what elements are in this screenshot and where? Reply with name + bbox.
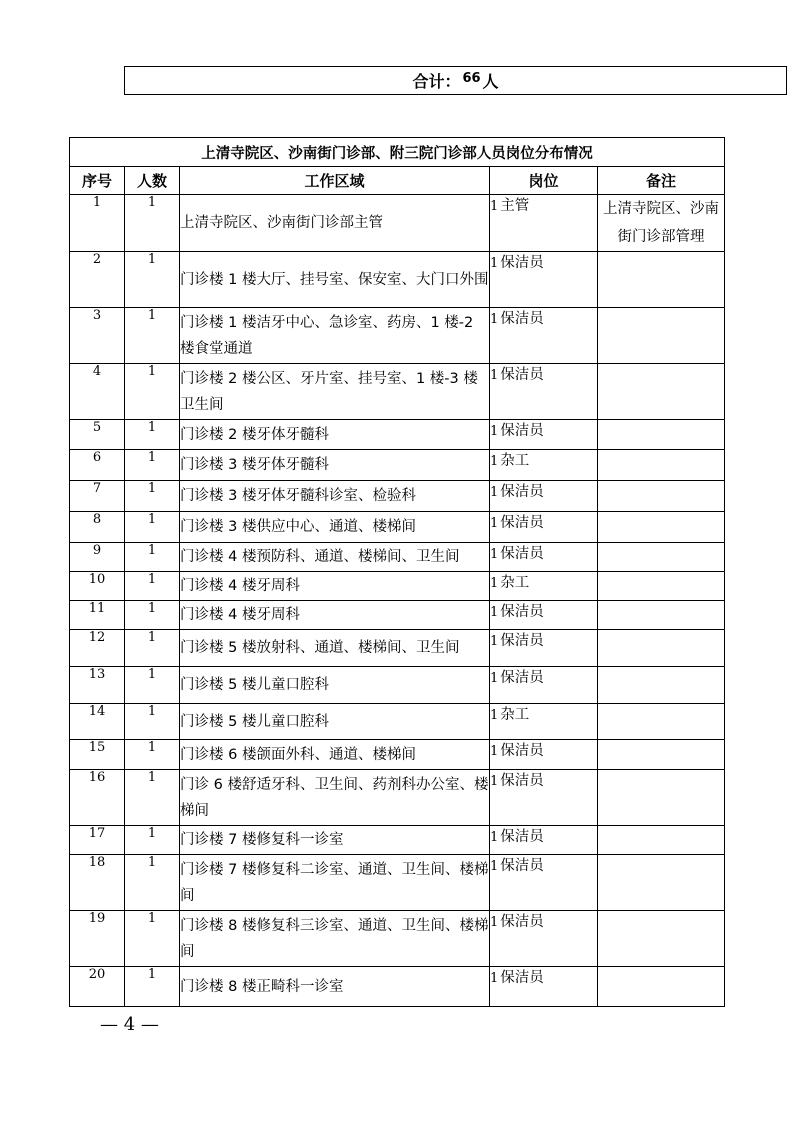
table-row bbox=[70, 770, 725, 826]
row-count: 1 bbox=[125, 195, 180, 252]
row-index: 4 bbox=[70, 364, 125, 420]
table-row bbox=[70, 308, 725, 364]
row-count: 1 bbox=[125, 481, 180, 512]
row-count: 1 bbox=[125, 911, 180, 967]
row-area: 门诊楼 4 楼预防科、通道、楼梯间、卫生间 bbox=[180, 543, 490, 572]
row-post bbox=[490, 195, 598, 252]
row-post-label: 主管 bbox=[500, 198, 530, 214]
table-row bbox=[70, 364, 725, 420]
row-post-label: 杂工 bbox=[500, 575, 530, 591]
row-area: 门诊楼 8 楼修复科三诊室、通道、卫生间、楼梯间 bbox=[180, 911, 490, 967]
row-post bbox=[490, 450, 598, 481]
row-post-count: 1 bbox=[490, 708, 499, 723]
row-count: 1 bbox=[125, 601, 180, 630]
row-post-label: 保洁员 bbox=[500, 255, 544, 271]
row-index: 16 bbox=[70, 770, 125, 826]
row-note bbox=[598, 855, 725, 911]
row-count: 1 bbox=[125, 364, 180, 420]
row-index: 3 bbox=[70, 308, 125, 364]
table-row bbox=[70, 667, 725, 704]
row-post-count: 1 bbox=[490, 774, 499, 789]
row-post bbox=[490, 630, 598, 667]
total-count: 66 bbox=[462, 71, 481, 86]
row-index: 12 bbox=[70, 630, 125, 667]
table-row bbox=[70, 481, 725, 512]
header-index: 序号 bbox=[70, 167, 125, 195]
row-area: 门诊楼 1 楼洁牙中心、急诊室、药房、1 楼-2 楼食堂通道 bbox=[180, 308, 490, 364]
row-post-count: 1 bbox=[490, 516, 499, 531]
row-post-count: 1 bbox=[490, 634, 499, 649]
row-area: 门诊楼 2 楼牙体牙髓科 bbox=[180, 420, 490, 450]
row-post-label: 保洁员 bbox=[500, 484, 544, 500]
row-post-count: 1 bbox=[490, 915, 499, 930]
row-note bbox=[598, 667, 725, 704]
row-note bbox=[598, 826, 725, 855]
row-index: 19 bbox=[70, 911, 125, 967]
row-post bbox=[490, 826, 598, 855]
row-post-label: 保洁员 bbox=[500, 970, 544, 986]
row-note bbox=[598, 420, 725, 450]
row-post-label: 保洁员 bbox=[500, 743, 544, 759]
row-count: 1 bbox=[125, 252, 180, 308]
row-index: 13 bbox=[70, 667, 125, 704]
row-note bbox=[598, 967, 725, 1007]
row-post-count: 1 bbox=[490, 830, 499, 845]
row-post-label: 保洁员 bbox=[500, 423, 544, 439]
row-count: 1 bbox=[125, 308, 180, 364]
row-note bbox=[598, 911, 725, 967]
table-row bbox=[70, 195, 725, 252]
row-count: 1 bbox=[125, 770, 180, 826]
row-count: 1 bbox=[125, 450, 180, 481]
row-post-label: 保洁员 bbox=[500, 604, 544, 620]
page-number: — 4 — bbox=[100, 1014, 159, 1035]
row-area: 门诊楼 2 楼公区、牙片室、挂号室、1 楼-3 楼卫生间 bbox=[180, 364, 490, 420]
table-row bbox=[70, 967, 725, 1007]
row-area: 门诊楼 5 楼儿童口腔科 bbox=[180, 704, 490, 740]
row-post-count: 1 bbox=[490, 485, 499, 500]
table-row bbox=[70, 512, 725, 543]
row-note bbox=[598, 252, 725, 308]
row-index: 5 bbox=[70, 420, 125, 450]
row-note bbox=[598, 572, 725, 601]
row-post-count: 1 bbox=[490, 424, 499, 439]
table-row bbox=[70, 543, 725, 572]
header-note: 备注 bbox=[598, 167, 725, 195]
row-index: 1 bbox=[70, 195, 125, 252]
header-area: 工作区域 bbox=[180, 167, 490, 195]
row-post-count: 1 bbox=[490, 859, 499, 874]
row-index: 6 bbox=[70, 450, 125, 481]
row-area: 门诊楼 7 楼修复科一诊室 bbox=[180, 826, 490, 855]
row-area: 门诊楼 5 楼儿童口腔科 bbox=[180, 667, 490, 704]
row-post bbox=[490, 543, 598, 572]
row-post-label: 保洁员 bbox=[500, 546, 544, 562]
row-note bbox=[598, 512, 725, 543]
row-index: 18 bbox=[70, 855, 125, 911]
row-index: 9 bbox=[70, 543, 125, 572]
row-post-label: 保洁员 bbox=[500, 515, 544, 531]
row-post-count: 1 bbox=[490, 256, 499, 271]
row-post bbox=[490, 512, 598, 543]
row-area: 门诊 6 楼舒适牙科、卫生间、药剂科办公室、楼梯间 bbox=[180, 770, 490, 826]
row-post-count: 1 bbox=[490, 199, 499, 214]
row-post-count: 1 bbox=[490, 368, 499, 383]
row-note bbox=[598, 364, 725, 420]
row-count: 1 bbox=[125, 855, 180, 911]
row-post bbox=[490, 481, 598, 512]
row-count: 1 bbox=[125, 543, 180, 572]
row-post-label: 保洁员 bbox=[500, 829, 544, 845]
table-row bbox=[70, 572, 725, 601]
row-post-count: 1 bbox=[490, 547, 499, 562]
row-post bbox=[490, 252, 598, 308]
row-post-label: 杂工 bbox=[500, 707, 530, 723]
row-note bbox=[598, 740, 725, 770]
row-post bbox=[490, 308, 598, 364]
row-area: 门诊楼 8 楼正畸科一诊室 bbox=[180, 967, 490, 1007]
row-post bbox=[490, 601, 598, 630]
row-post bbox=[490, 967, 598, 1007]
row-note bbox=[598, 601, 725, 630]
table-row bbox=[70, 855, 725, 911]
row-count: 1 bbox=[125, 420, 180, 450]
row-area: 门诊楼 7 楼修复科二诊室、通道、卫生间、楼梯间 bbox=[180, 855, 490, 911]
row-index: 20 bbox=[70, 967, 125, 1007]
row-post-count: 1 bbox=[490, 744, 499, 759]
row-count: 1 bbox=[125, 740, 180, 770]
table-row bbox=[70, 740, 725, 770]
row-count: 1 bbox=[125, 704, 180, 740]
table-row bbox=[70, 601, 725, 630]
row-area: 门诊楼 4 楼牙周科 bbox=[180, 601, 490, 630]
row-post bbox=[490, 770, 598, 826]
row-post-label: 保洁员 bbox=[500, 670, 544, 686]
row-note bbox=[598, 704, 725, 740]
row-index: 15 bbox=[70, 740, 125, 770]
row-note bbox=[598, 543, 725, 572]
row-post bbox=[490, 704, 598, 740]
header-post: 岗位 bbox=[490, 167, 598, 195]
row-area: 门诊楼 6 楼颌面外科、通道、楼梯间 bbox=[180, 740, 490, 770]
row-area: 门诊楼 5 楼放射科、通道、楼梯间、卫生间 bbox=[180, 630, 490, 667]
row-area: 门诊楼 1 楼大厅、挂号室、保安室、大门口外围 bbox=[180, 252, 490, 308]
row-count: 1 bbox=[125, 826, 180, 855]
row-post bbox=[490, 667, 598, 704]
row-index: 17 bbox=[70, 826, 125, 855]
row-area: 上清寺院区、沙南街门诊部主管 bbox=[180, 195, 490, 252]
header-count: 人数 bbox=[125, 167, 180, 195]
row-post bbox=[490, 855, 598, 911]
row-note bbox=[598, 630, 725, 667]
total-label: 合计： bbox=[412, 72, 461, 91]
table-row bbox=[70, 704, 725, 740]
table-row bbox=[70, 911, 725, 967]
row-post bbox=[490, 364, 598, 420]
table-row bbox=[70, 826, 725, 855]
table-title: 上清寺院区、沙南街门诊部、附三院门诊部人员岗位分布情况 bbox=[70, 138, 725, 167]
row-post-label: 保洁员 bbox=[500, 914, 544, 930]
row-index: 2 bbox=[70, 252, 125, 308]
row-post bbox=[490, 420, 598, 450]
row-note bbox=[598, 481, 725, 512]
row-post-count: 1 bbox=[490, 454, 499, 469]
row-post-label: 保洁员 bbox=[500, 773, 544, 789]
row-post-label: 杂工 bbox=[500, 453, 530, 469]
row-index: 7 bbox=[70, 481, 125, 512]
row-post bbox=[490, 911, 598, 967]
row-index: 11 bbox=[70, 601, 125, 630]
table-row bbox=[70, 420, 725, 450]
row-count: 1 bbox=[125, 512, 180, 543]
row-post-label: 保洁员 bbox=[500, 311, 544, 327]
row-area: 门诊楼 3 楼牙体牙髓科诊室、检验科 bbox=[180, 481, 490, 512]
row-note bbox=[598, 450, 725, 481]
row-post-label: 保洁员 bbox=[500, 367, 544, 383]
row-index: 8 bbox=[70, 512, 125, 543]
row-note bbox=[598, 770, 725, 826]
row-index: 14 bbox=[70, 704, 125, 740]
row-index: 10 bbox=[70, 572, 125, 601]
table-row bbox=[70, 252, 725, 308]
staff-distribution-table bbox=[69, 137, 725, 1007]
row-post-count: 1 bbox=[490, 312, 499, 327]
row-post-count: 1 bbox=[490, 576, 499, 591]
total-unit: 人 bbox=[482, 72, 499, 91]
row-area: 门诊楼 3 楼供应中心、通道、楼梯间 bbox=[180, 512, 490, 543]
row-count: 1 bbox=[125, 630, 180, 667]
table-row bbox=[70, 450, 725, 481]
row-post-count: 1 bbox=[490, 971, 499, 986]
row-area: 门诊楼 3 楼牙体牙髓科 bbox=[180, 450, 490, 481]
row-post-label: 保洁员 bbox=[500, 858, 544, 874]
row-area: 门诊楼 4 楼牙周科 bbox=[180, 572, 490, 601]
row-post-count: 1 bbox=[490, 605, 499, 620]
row-post-label: 保洁员 bbox=[500, 633, 544, 649]
table-row bbox=[70, 630, 725, 667]
row-post-count: 1 bbox=[490, 671, 499, 686]
row-post bbox=[490, 572, 598, 601]
total-summary bbox=[124, 66, 787, 95]
row-count: 1 bbox=[125, 967, 180, 1007]
row-count: 1 bbox=[125, 667, 180, 704]
row-count: 1 bbox=[125, 572, 180, 601]
row-note bbox=[598, 308, 725, 364]
table-body bbox=[70, 195, 725, 1007]
row-note: 上清寺院区、沙南街门诊部管理 bbox=[598, 195, 725, 252]
row-post bbox=[490, 740, 598, 770]
